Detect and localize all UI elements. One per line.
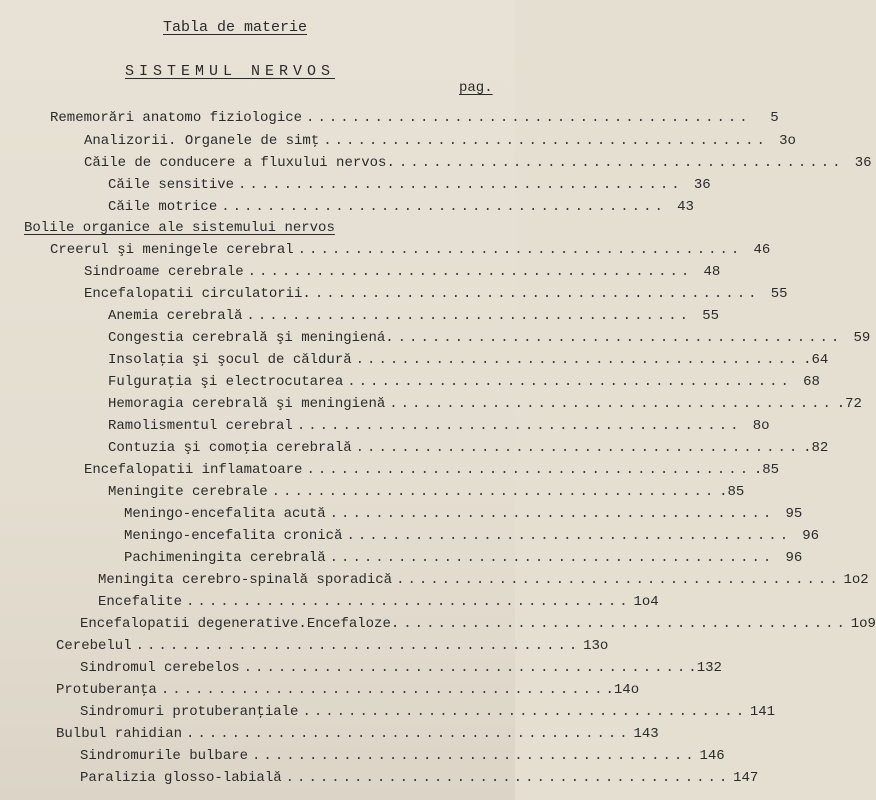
toc-entry (124, 504, 803, 524)
toc-dot-leader: ....................................... (243, 660, 689, 676)
toc-entry-page: 68 (803, 374, 820, 390)
toc-entry-page: 48 (703, 264, 721, 280)
toc-dot-leader: ....................................... (306, 110, 751, 126)
toc-entry-page: 43 (677, 199, 694, 215)
toc-entry (56, 636, 609, 656)
toc-entry-label: Meningo-encefalita acută (124, 506, 326, 522)
toc-entry-label: Meningita cerebro-spinală sporadică (98, 572, 393, 588)
toc-entry (108, 394, 862, 414)
toc-entry-page: .82 (803, 440, 829, 456)
toc-entry-label: Sindromuri protuberanţiale (80, 704, 299, 720)
toc-entry-page: 13o (583, 638, 609, 654)
toc-entry-label: Contuzia şi comoţia cerebrală (108, 440, 352, 456)
toc-entry-page: 46 (753, 242, 771, 258)
toc-entry (124, 548, 803, 568)
toc-entry (56, 724, 659, 744)
toc-entry (80, 746, 725, 766)
toc-entry (124, 526, 820, 546)
toc-entry (80, 658, 722, 678)
toc-entry-page: .64 (803, 352, 829, 368)
toc-entry-label: Rememorări anatomo fiziologice (50, 110, 303, 126)
toc-dot-leader: ....................................... (252, 748, 697, 764)
toc-dot-leader: ....................................... (297, 242, 743, 258)
toc-dot-leader: ....................................... (355, 440, 801, 456)
toc-entry-page: 5 (770, 110, 779, 126)
toc-entry-label: Căile motrice (108, 199, 218, 215)
toc-entry-page: 3o (779, 133, 796, 149)
toc-entry (108, 438, 829, 458)
toc-entry-page: 141 (749, 704, 776, 720)
toc-entry-page: 146 (699, 748, 725, 764)
toc-dot-leader: ....................................... (329, 506, 775, 522)
toc-entry-page: .85 (719, 484, 745, 500)
toc-entry (84, 284, 788, 304)
document-title: Tabla de materie (162, 19, 308, 36)
toc-entry-page: .72 (836, 396, 862, 412)
toc-entry-label: Meningite cerebrale (108, 484, 268, 500)
toc-dot-leader: ....................................... (397, 330, 843, 346)
toc-entry-label: Encefalopatii degenerative.Encefaloze. (80, 616, 400, 632)
toc-entry-page: 55 (702, 308, 720, 324)
toc-entry (108, 197, 694, 217)
toc-entry-page: 1o9 (850, 616, 876, 632)
toc-dot-leader: ....................................... (398, 155, 844, 171)
toc-entry-page: 95 (785, 506, 803, 522)
toc-entry (80, 702, 776, 722)
toc-entry-page: 96 (785, 550, 803, 566)
toc-dot-leader: ....................................... (403, 616, 848, 632)
toc-entry-label: Encefalite (98, 594, 183, 610)
toc-dot-leader: ....................................... (271, 484, 717, 500)
toc-dot-leader: ....................................... (323, 133, 768, 149)
toc-entry-label: Bulbul rahidian (56, 726, 183, 742)
toc-entry-label: Sindroame cerebrale (84, 264, 244, 280)
toc-entry-page: .14o (605, 682, 640, 698)
toc-dot-leader: ....................................... (306, 462, 752, 478)
page-column-label: pag. (459, 80, 493, 96)
toc-entry-page: 59 (853, 330, 871, 346)
toc-dot-leader: ....................................... (314, 286, 760, 302)
toc-entry (84, 262, 721, 282)
toc-entry (98, 592, 659, 612)
toc-dot-leader: ....................................... (186, 594, 631, 610)
toc-dot-leader: ....................................... (135, 638, 581, 654)
toc-entry-page: 8o (752, 418, 770, 434)
toc-entry (108, 328, 871, 348)
toc-entry-label: Protuberanţa (56, 682, 157, 698)
toc-entry-label: Encefalopatii circulatorii. (84, 286, 311, 302)
toc-entry (80, 768, 759, 788)
toc-entry-label: Paralizia glosso-labială (80, 770, 282, 786)
toc-dot-leader: ....................................... (355, 352, 801, 368)
toc-entry (108, 372, 820, 392)
toc-entry (56, 680, 640, 700)
toc-entry (80, 614, 876, 634)
toc-entry-page: .132 (688, 660, 722, 676)
toc-dot-leader: ....................................... (186, 726, 631, 742)
toc-entry (108, 175, 711, 195)
toc-entry (50, 108, 779, 128)
toc-dot-leader: ....................................... (221, 199, 666, 215)
toc-entry-page: 36 (693, 177, 711, 193)
toc-entry (108, 306, 720, 326)
toc-entry-page: 96 (802, 528, 820, 544)
chapter-heading: SISTEMUL NERVOS (124, 63, 336, 80)
toc-dot-leader: ....................................... (296, 418, 742, 434)
toc-dot-leader: ....................................... (285, 770, 731, 786)
toc-dot-leader: ....................................... (238, 177, 683, 193)
toc-entry-label: Ramolismentul cerebral (108, 418, 293, 434)
toc-dot-leader: ....................................... (396, 572, 841, 588)
toc-entry-page: 1o4 (633, 594, 659, 610)
toc-entry-page: 147 (733, 770, 759, 786)
toc-entry-label: Pachimeningita cerebrală (124, 550, 326, 566)
toc-entry-label: Sindromul cerebelos (80, 660, 240, 676)
toc-entry-label: Cerebelul (56, 638, 132, 654)
toc-entry-page: 36 (854, 155, 872, 171)
toc-dot-leader: ....................................... (302, 704, 748, 720)
toc-dot-leader: ....................................... (160, 682, 606, 698)
toc-dot-leader: ....................................... (246, 308, 692, 324)
section-heading: Bolile organice ale sistemului nervos (24, 220, 335, 236)
toc-dot-leader: ....................................... (329, 550, 775, 566)
toc-entry-label: Congestia cerebrală şi meningiená. (108, 330, 394, 346)
toc-entry-page: 55 (770, 286, 788, 302)
toc-entry (98, 570, 869, 590)
toc-entry-label: Căile de conducere a fluxului nervos. (84, 155, 395, 171)
toc-entry (84, 153, 872, 173)
toc-entry-label: Sindromurile bulbare (80, 748, 249, 764)
toc-dot-leader: ....................................... (389, 396, 834, 412)
toc-entry-label: Fulguraţia şi electrocutarea (108, 374, 344, 390)
toc-entry (108, 482, 745, 502)
toc-entry (50, 240, 771, 260)
toc-entry-label: Analizorii. Organele de simţ (84, 133, 320, 149)
toc-entry-label: Căile sensitive (108, 177, 235, 193)
toc-dot-leader: ....................................... (346, 528, 792, 544)
toc-entry-label: Hemoragia cerebrală şi meningienă (108, 396, 386, 412)
toc-dot-leader: ....................................... (347, 374, 792, 390)
toc-entry-page: .85 (753, 462, 780, 478)
toc-entry-label: Creerul şi meningele cerebral (50, 242, 294, 258)
toc-entry (84, 460, 780, 480)
toc-entry (108, 350, 829, 370)
toc-entry-page: 1o2 (843, 572, 869, 588)
toc-entry-label: Encefalopatii inflamatoare (84, 462, 303, 478)
toc-entry (108, 416, 770, 436)
toc-dot-leader: ....................................... (247, 264, 693, 280)
toc-entry-page: 143 (633, 726, 659, 742)
toc-entry (84, 131, 796, 151)
toc-entry-label: Meningo-encefalita cronică (124, 528, 343, 544)
toc-entry-label: Insolaţia şi şocul de căldură (108, 352, 352, 368)
toc-entry-label: Anemia cerebrală (108, 308, 243, 324)
